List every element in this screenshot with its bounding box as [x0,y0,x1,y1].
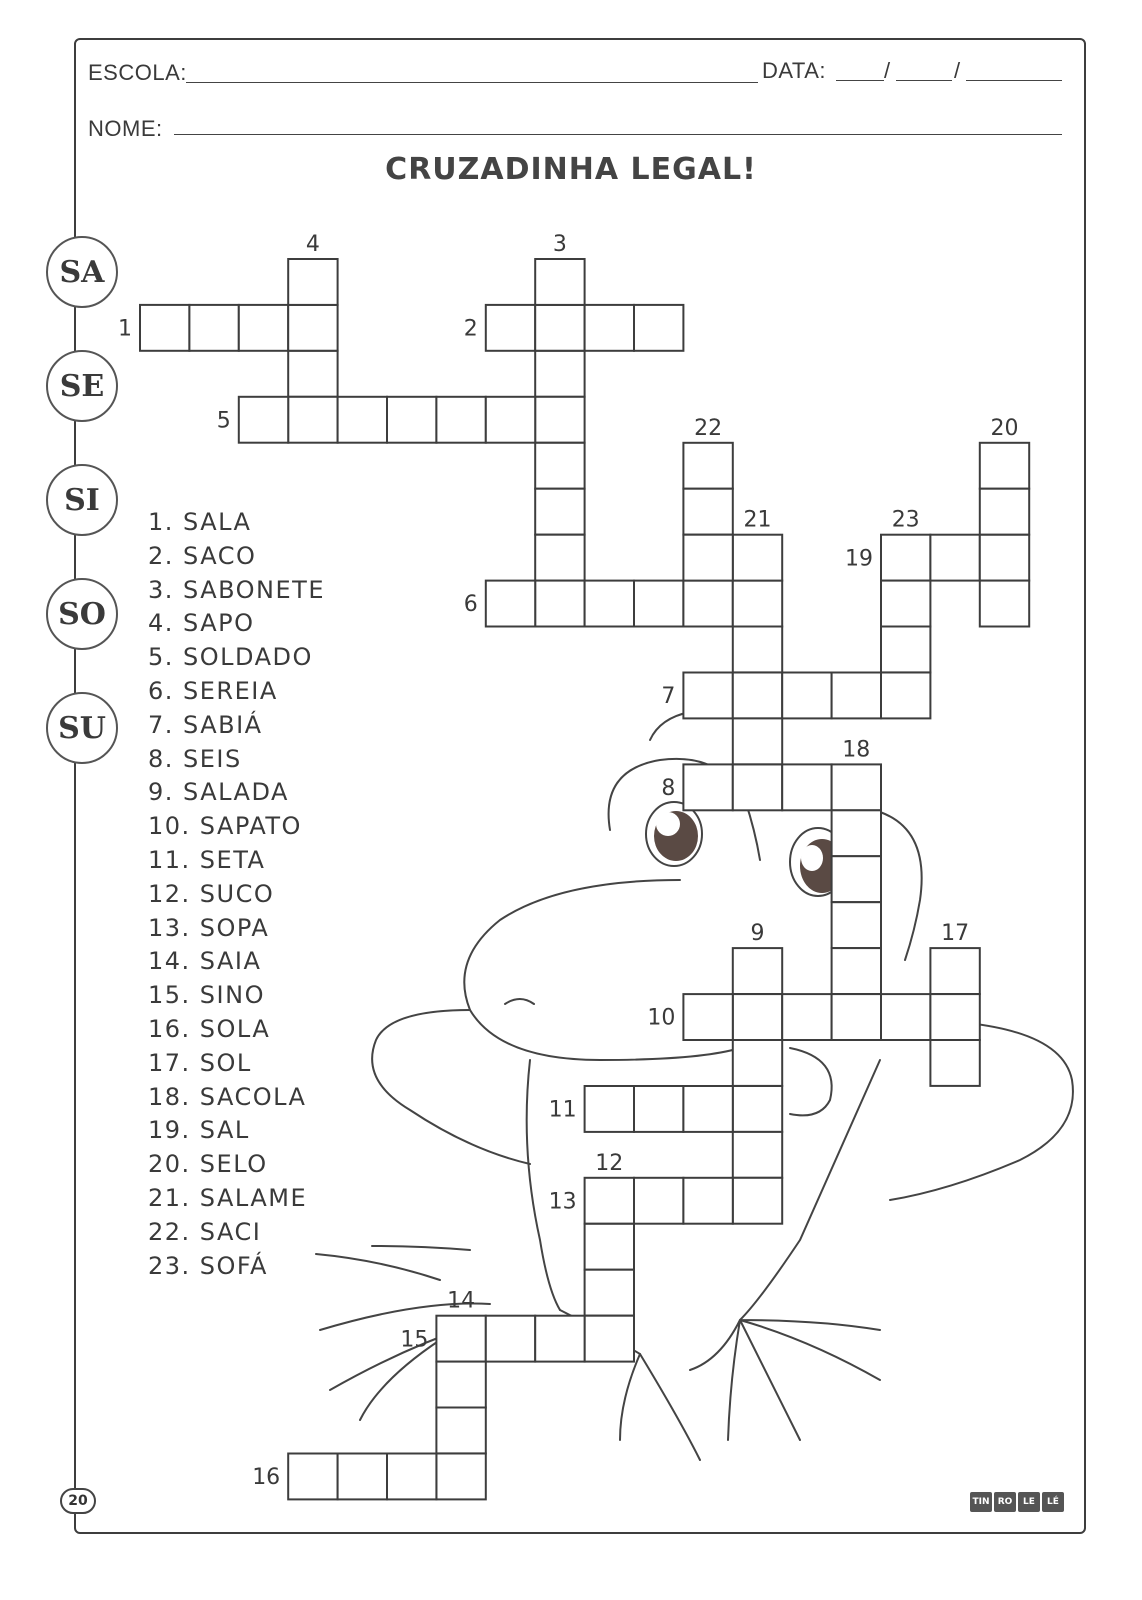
word-item: 21. SALAME [148,1183,308,1212]
crossword-cell[interactable] [733,1178,782,1224]
crossword-cell[interactable] [585,581,634,627]
crossword-cell[interactable] [436,1316,485,1362]
clue-number: 23 [891,507,920,533]
crossword-cell[interactable] [436,1454,485,1500]
clue-number: 15 [400,1327,429,1353]
crossword-cell[interactable] [683,1086,732,1132]
word-item: 18. SACOLA [148,1082,307,1111]
crossword-cell[interactable] [189,305,238,351]
name-label: NOME: [88,116,163,141]
word-item: 8. SEIS [148,744,242,773]
clue-number: 3 [552,232,567,257]
crossword-cell[interactable] [288,259,337,305]
clue-number: 22 [694,415,723,441]
crossword-cell[interactable] [535,259,584,305]
crossword-cell[interactable] [733,1132,782,1178]
word-item: 4. SAPO [148,609,255,638]
word-item: 7. SABIÁ [148,710,263,739]
crossword-cell[interactable] [634,1178,683,1224]
frog-eye-right-shine [801,845,823,871]
clue-number: 2 [463,316,478,342]
crossword-cell[interactable] [733,948,782,994]
crossword-cell[interactable] [288,1454,337,1500]
frog-mouth [790,1048,832,1115]
crossword-cell[interactable] [832,764,881,810]
clue-number: 11 [548,1097,577,1123]
crossword-cell[interactable] [733,764,782,810]
page-title: CRUZADINHA LEGAL! [385,152,757,187]
crossword-cell[interactable] [733,1086,782,1132]
crossword-cell[interactable] [733,718,782,764]
word-item: 22. SACI [148,1217,262,1246]
crossword-cell[interactable] [535,581,584,627]
crossword-cell[interactable] [239,305,288,351]
crossword-cell[interactable] [535,397,584,443]
crossword-cell[interactable] [832,994,881,1040]
frog-nostril [505,999,534,1004]
crossword-cell[interactable] [733,627,782,673]
clue-number: 21 [743,507,772,533]
crossword-cell[interactable] [239,397,288,443]
logo-letter: TIN [970,1492,992,1512]
word-item: 5. SOLDADO [148,643,313,672]
crossword-cell[interactable] [683,581,732,627]
word-item: 13. SOPA [148,913,270,942]
crossword-cell[interactable] [436,1408,485,1454]
crossword-cell[interactable] [881,673,930,719]
crossword-cell[interactable] [881,581,930,627]
word-item: 11. SETA [148,845,266,874]
crossword-cell[interactable] [634,305,683,351]
word-item: 20. SELO [148,1150,268,1179]
publisher-logo [970,1492,1064,1512]
crossword-cell[interactable] [683,535,732,581]
crossword-cell[interactable] [930,948,979,994]
crossword-cell[interactable] [782,764,831,810]
crossword-cell[interactable] [486,397,535,443]
crossword-cell[interactable] [288,305,337,351]
clue-number: 4 [305,232,320,257]
clue-number: 1 [118,316,132,342]
clue-number: 18 [842,737,871,763]
word-item: 9. SALADA [148,778,289,807]
crossword-cell[interactable] [585,1316,634,1362]
syllable-badge-su: SU [46,692,118,764]
crossword-cell[interactable] [683,764,732,810]
clue-number: 5 [216,408,231,434]
crossword-cell[interactable] [832,948,881,994]
clue-number: 10 [647,1005,676,1031]
crossword-cell[interactable] [338,397,387,443]
crossword-cell[interactable] [733,1040,782,1086]
word-item: 17. SOL [148,1048,252,1077]
crossword-cell[interactable] [782,994,831,1040]
crossword-cell[interactable] [585,1178,634,1224]
crossword-cell[interactable] [683,489,732,535]
crossword-cell[interactable] [585,1086,634,1132]
crossword-cell[interactable] [980,535,1029,581]
crossword-cell[interactable] [436,1362,485,1408]
crossword-cell[interactable] [930,535,979,581]
clue-number: 19 [845,546,873,572]
crossword-cell[interactable] [436,397,485,443]
clue-number: 9 [750,921,765,947]
crossword-cell[interactable] [387,1454,436,1500]
frog-eye-left-shine [656,812,680,836]
crossword-cell[interactable] [338,1454,387,1500]
crossword-cell[interactable] [832,902,881,948]
crossword-cell[interactable] [881,994,930,1040]
word-item: 10. SAPATO [148,812,302,841]
crossword-cell[interactable] [535,535,584,581]
crossword-cell[interactable] [288,397,337,443]
crossword-cell[interactable] [733,994,782,1040]
crossword-cell[interactable] [683,1178,732,1224]
word-item: 12. SUCO [148,879,275,908]
crossword-cell[interactable] [832,673,881,719]
word-item: 23. SOFÁ [148,1251,268,1280]
crossword-cell[interactable] [832,810,881,856]
crossword-cell[interactable] [387,397,436,443]
crossword-cell[interactable] [733,535,782,581]
crossword-cell[interactable] [782,673,831,719]
crossword-cell[interactable] [832,856,881,902]
crossword-cell[interactable] [683,673,732,719]
page-number: 20 [60,1488,96,1514]
word-item: 16. SOLA [148,1014,271,1043]
clue-number: 6 [463,592,478,618]
logo-letter: RO [994,1492,1016,1512]
word-item: 6. SEREIA [148,676,278,705]
date-separator: / [884,58,891,83]
syllable-badge-sa: SA [46,236,118,308]
frog-left-arm [372,1010,530,1164]
crossword-cell[interactable] [733,581,782,627]
logo-letter: LE [1018,1492,1040,1512]
clue-number: 14 [447,1288,476,1314]
crossword-cell[interactable] [585,1270,634,1316]
frog-right-toes [620,1354,700,1460]
word-item: 14. SAIA [148,947,262,976]
clue-number: 12 [595,1150,624,1176]
word-item: 19. SAL [148,1116,250,1145]
clue-number: 8 [661,776,676,801]
crossword-cell[interactable] [881,535,930,581]
word-item: 1. SALA [148,508,252,536]
crossword-cell[interactable] [535,1316,584,1362]
crossword-cell[interactable] [535,351,584,397]
frog-eyes [646,802,846,896]
crossword-cell[interactable] [634,1086,683,1132]
crossword-cell[interactable] [535,443,584,489]
crossword-cell[interactable] [535,305,584,351]
crossword-cell[interactable] [683,994,732,1040]
word-item: 3. SABONETE [148,575,325,604]
frog-head-right [880,812,922,960]
crossword-cell[interactable] [980,581,1029,627]
syllable-badge-so: SO [46,578,118,650]
crossword-cell[interactable] [535,489,584,535]
clue-number: 7 [661,684,676,710]
clue-number: 16 [252,1465,281,1491]
crossword-grid [140,259,1029,1499]
crossword-cell[interactable] [733,673,782,719]
logo-letter: LÉ [1042,1492,1064,1512]
frog-right-arm [890,1020,1073,1200]
school-label: ESCOLA: [88,60,187,85]
date-separator: / [954,58,961,83]
crossword-cell[interactable] [634,581,683,627]
word-item: 2. SACO [148,541,257,570]
crossword-cell[interactable] [930,994,979,1040]
crossword-cell[interactable] [140,305,189,351]
crossword-cell[interactable] [486,581,535,627]
crossword-cell[interactable] [288,351,337,397]
clue-number: 17 [941,921,970,947]
clue-number: 20 [990,415,1019,441]
crossword-cell[interactable] [930,1040,979,1086]
crossword-cell[interactable] [683,443,732,489]
frog-right-foot [690,1320,880,1440]
crossword-cell[interactable] [585,1224,634,1270]
date-label: DATA: [762,58,827,83]
crossword-cell[interactable] [980,489,1029,535]
syllable-badge-si: SI [46,464,118,536]
crossword-cell[interactable] [486,1316,535,1362]
crossword-cell[interactable] [486,305,535,351]
clue-number: 13 [548,1189,577,1215]
syllable-badge-se: SE [46,350,118,422]
word-item: 15. SINO [148,981,265,1010]
crossword-cell[interactable] [881,627,930,673]
crossword-cell[interactable] [980,443,1029,489]
crossword-cell[interactable] [585,305,634,351]
